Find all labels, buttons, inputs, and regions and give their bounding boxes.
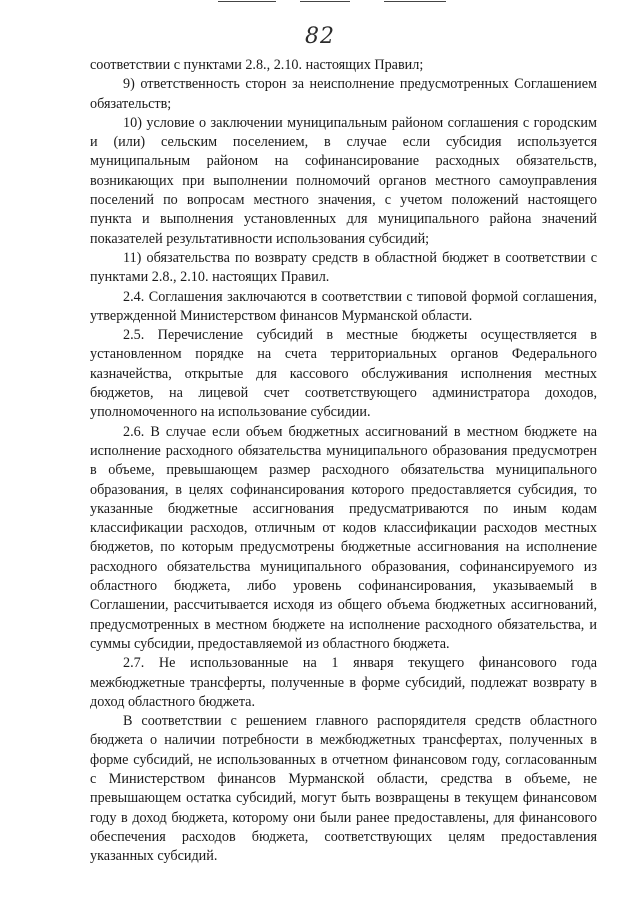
document-body xyxy=(90,56,597,866)
page-top-edge-marks xyxy=(0,0,640,8)
paragraph-section-2-4: 2.4. Соглашения заключаются в соответствии с типовой формой соглашения, утвержденной Министерством финансов Мурманской области. xyxy=(90,288,597,324)
page-number: 82 xyxy=(305,24,335,49)
paragraph-item-9: 9) ответственность сторон за неисполнение предусмотренных Соглашением обязательств; xyxy=(90,76,597,112)
paragraph-item-10: 10) условие о заключении муниципальным районом соглашения с городским и (или) сельским поселением, в случае если субсидия используется муниципальным районом на софинансирование расходных обязательств, возникающих при выполнении полномочий органов местного самоуправления поселений по вопросам местного значения, с учетом положений настоящего пункта и выполнения установленных для муниципального района значений показателей результативности использования субсидий; xyxy=(90,114,597,247)
paragraph-section-2-7: 2.7. Не использованные на 1 января текущего финансового года межбюджетные трансферты, полученные в форме субсидий, подлежат возврату в доход областного бюджета. xyxy=(90,655,597,710)
paragraph-section-2-6: 2.6. В случае если объем бюджетных ассигнований в местном бюджете на исполнение расходного обязательства муниципального образования предусмотрен в объеме, превышающем размер расходного обязательства муниципального образования, в целях софинансирования которого предоставляется субсидия, то указанные бюджетные ассигнования предусматриваются по иным кодам классификации расходов, отличным от кодов классификации расходов местных бюджетов, по которым предусмотрены бюджетные ассигнования на исполнение расходного обязательства муниципального образования, софинансируемого из областного бюджета, либо уровень софинансирования, указываемый в Соглашении, рассчитывается исходя из общего объема бюджетных ассигнований, предусмотренных в местном бюджете на исполнение расходного обязательства, и суммы субсидии, предоставляемой из областного бюджета. xyxy=(90,423,597,652)
paragraph-section-2-5: 2.5. Перечисление субсидий в местные бюджеты осуществляется в установленном порядке на счета территориальных органов Федерального казначейства, открытые для кассового обслуживания исполнения местных бюджетов, на лицевой счет соответствующего администратора доходов, уполномоченного на использование субсидии. xyxy=(90,327,597,421)
paragraph-continuation: соответствии с пунктами 2.8., 2.10. настоящих Правил; xyxy=(90,57,424,73)
paragraph-section-2-7-continued: В соответствии с решением главного распорядителя средств областного бюджета о наличии потребности в межбюджетных трансфертах, полученных в форме субсидий, не использованных в отчетном финансовом году, согласованным с Министерством финансов Мурманской области, средства в объеме, не превышающем остатка субсидий, могут быть возвращены в текущем финансовом году в доход бюджета, которому они были ранее предоставлены, для финансового обеспечения расходов бюджета, соответствующих целям предоставления указанных субсидий. xyxy=(90,713,597,865)
paragraph-item-11: 11) обязательства по возврату средств в областной бюджет в соответствии с пунктами 2.8., 2.10. настоящих Правил. xyxy=(90,249,597,286)
